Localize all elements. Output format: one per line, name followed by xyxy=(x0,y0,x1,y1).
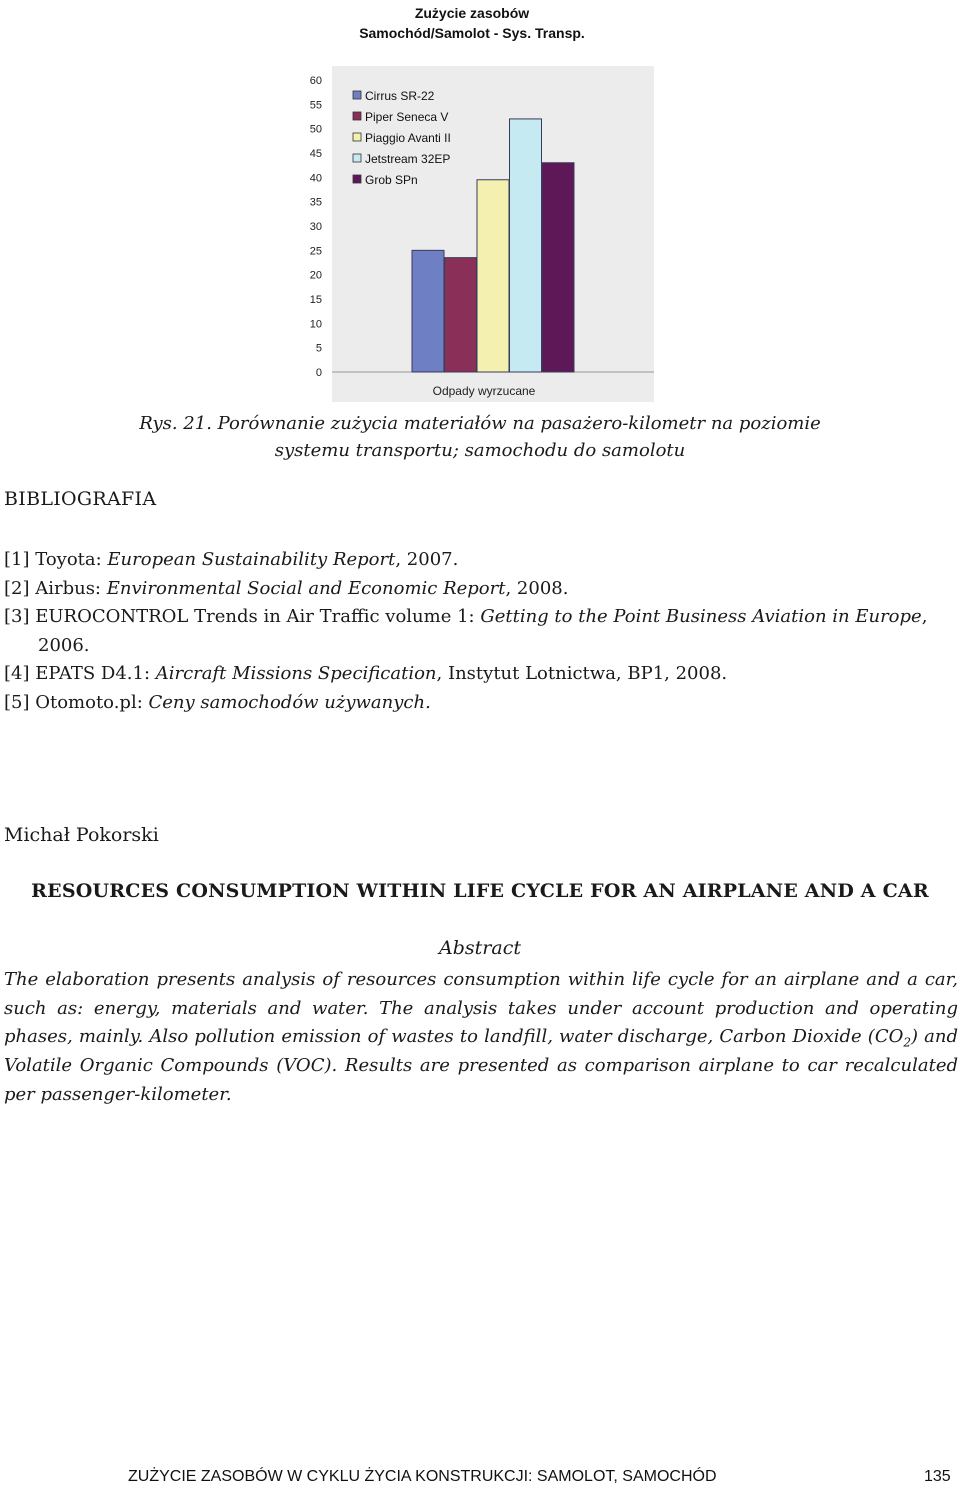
abstract-subscript: 2 xyxy=(903,1036,911,1050)
y-tick-label: 40 xyxy=(309,172,322,185)
figure-caption xyxy=(100,410,860,464)
legend-label: Piaggio Avanti II xyxy=(365,131,451,145)
resource-chart-figure xyxy=(292,0,660,405)
y-tick-label: 20 xyxy=(309,269,322,282)
legend-swatch xyxy=(353,112,361,120)
legend-swatch xyxy=(353,175,361,183)
legend-swatch xyxy=(353,133,361,141)
y-tick-label: 15 xyxy=(309,294,322,306)
legend-swatch xyxy=(353,91,361,99)
author-name: Michał Pokorski xyxy=(4,824,159,846)
resource-chart xyxy=(292,0,660,405)
y-tick-label: 25 xyxy=(309,245,322,258)
y-tick-label: 45 xyxy=(309,148,322,160)
y-tick-label: 5 xyxy=(315,342,322,355)
abstract-heading: Abstract xyxy=(439,937,521,959)
abstract-text-part2: ) and Volatile Organic Compounds (VOC). Results are presented as comparison airplane to car recalculated per passenger-kilometer. xyxy=(4,1026,959,1105)
y-tick-label: 35 xyxy=(309,196,322,209)
legend-label: Piper Seneca V xyxy=(365,110,449,124)
bibliography-item: [1] Toyota: European Sustainability Report, 2007. xyxy=(4,549,459,570)
english-title: RESOURCES CONSUMPTION WITHIN LIFE CYCLE FOR AN AIRPLANE AND A CAR xyxy=(31,880,929,902)
chart-subtitle: Samochód/Samolot - Sys. Transp. xyxy=(359,25,585,41)
bar-piaggio-avanti-ii xyxy=(477,180,509,372)
bibliography-item: [5] Otomoto.pl: Ceny samochodów używanych. xyxy=(4,691,431,713)
chart-title: Zużycie zasobów xyxy=(414,5,530,21)
caption-line-1: Rys. 21. Porównanie zużycia materiałów na pasażero-kilometr na poziomie xyxy=(139,413,821,434)
running-footer-title: ZUŻYCIE ZASOBÓW W CYKLU ŻYCIA KONSTRUKCJI: SAMOLOT, SAMOCHÓD xyxy=(128,1468,717,1485)
legend-label: Jetstream 32EP xyxy=(365,152,451,166)
y-tick-label: 60 xyxy=(309,75,322,87)
bibliography-heading: BIBLIOGRAFIA xyxy=(4,488,157,510)
bibliography-list xyxy=(4,546,958,718)
bibliography-item: [2] Airbus: Environmental Social and Economic Report, 2008. xyxy=(4,577,569,599)
bar-piper-seneca-v xyxy=(445,258,477,372)
y-tick-label: 55 xyxy=(309,99,322,112)
bar-grob-spn xyxy=(542,163,574,372)
legend-label: Cirrus SR-22 xyxy=(365,89,435,103)
abstract-text-part1: The elaboration presents analysis of resources consumption within life cycle for an airplane and a car, such as: energy, materials and water. The analysis takes under account production and operating phases, mainly. Also pollution emission of wastes to landfill, water discharge, Carbon Dioxide (CO xyxy=(4,969,958,1048)
caption-line-2: systemu transportu; samochodu do samolotu xyxy=(274,440,686,461)
y-axis-ticks xyxy=(310,75,322,379)
bar-jetstream-32ep xyxy=(510,119,542,372)
x-category-label: Odpady wyrzucane xyxy=(432,384,536,398)
bibliography-item: [3] EUROCONTROL Trends in Air Traffic volume 1: Getting to the Point Business Aviation in Europe, 2006. xyxy=(4,606,928,656)
y-tick-label: 10 xyxy=(309,318,322,331)
page-number: 135 xyxy=(924,1468,951,1485)
legend-label: Grob SPn xyxy=(365,173,418,187)
y-tick-label: 0 xyxy=(315,367,322,379)
abstract-body xyxy=(4,966,958,1110)
bar-cirrus-sr-22 xyxy=(412,250,444,372)
y-tick-label: 30 xyxy=(309,221,322,233)
legend-swatch xyxy=(353,154,361,162)
y-tick-label: 50 xyxy=(309,123,322,136)
bibliography-item: [4] EPATS D4.1: Aircraft Missions Specification, Instytut Lotnictwa, BP1, 2008. xyxy=(4,663,728,685)
